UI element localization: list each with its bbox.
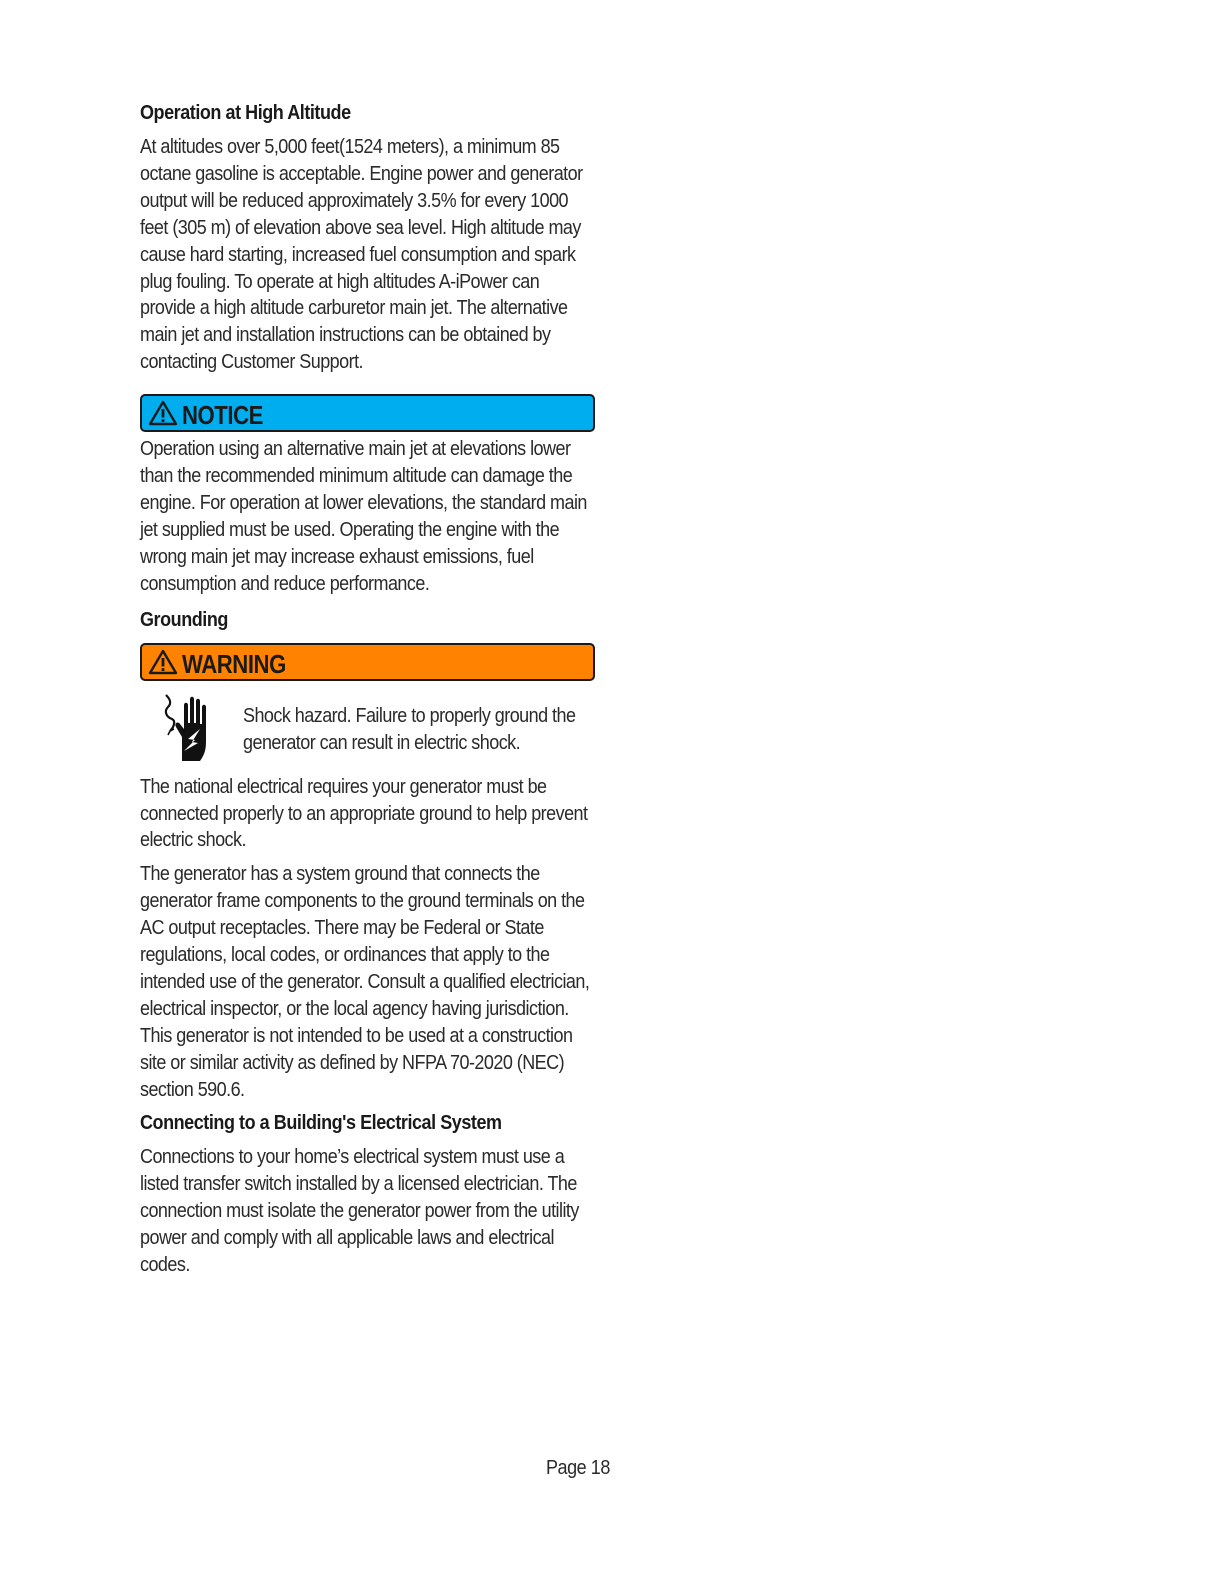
paragraph-system-ground: The generator has a system ground that connects the generator frame components to the ground terminals on the AC output receptacles. There may be Federal or State regulations, local codes, or ordinances that apply to the intended use of the generator. Consult a qualified electrician, electrical inspector, or the local agency having jurisdiction. This generator is not intended to be used at a construction site or similar activity as defined by NFPA 70-2020 (NEC) section 590.6. [140,863,590,1101]
warning-triangle-icon [148,649,178,675]
warning-label: WARNING [182,648,286,679]
section-heading-grounding: Grounding [140,608,228,631]
electric-shock-hand-icon [160,693,224,765]
shock-hazard-text: Shock hazard. Failure to properly ground the generator can result in electric shock. [243,704,576,754]
paragraph-high-altitude: At altitudes over 5,000 feet(1524 meters), a minimum 85 octane gasoline is acceptable. Engine power and generator output will be reduced approximately 3.5% for every 1000 feet (305 m) of elevation above sea level. High altitude may cause hard starting, increased fuel consumption and spark plug fouling. To operate at high altitudes A-iPower can provide a high altitude carburetor main jet. The alternative main jet and installation instructions can be obtained by contacting Customer Support. [140,136,583,374]
warning-banner [140,643,595,681]
paragraph-connecting: Connections to your home’s electrical system must use a listed transfer switch installed by a licensed electrician. The connection must isolate the generator power from the utility power and comply with all applicable laws and electrical codes. [140,1146,579,1277]
notice-paragraph: Operation using an alternative main jet at elevations lower than the recommended minimum altitude can damage the engine. For operation at lower elevations, the standard main jet supplied must be used. Operating the engine with the wrong main jet may increase exhaust emissions, fuel consumption and reduce performance. [140,438,587,595]
section-heading-high-altitude: Operation at High Altitude [140,102,351,124]
section-heading-connecting: Connecting to a Building's Electrical System [140,1112,502,1135]
notice-banner [140,394,595,432]
notice-label: NOTICE [182,400,263,431]
paragraph-national-electrical: The national electrical requires your generator must be connected properly to an appropriate ground to help prevent electric shock. [140,775,588,852]
shock-hazard-row [140,693,595,765]
content-column [140,100,595,1279]
page-number: Page 18 [546,1457,610,1479]
warning-triangle-icon [148,400,178,426]
